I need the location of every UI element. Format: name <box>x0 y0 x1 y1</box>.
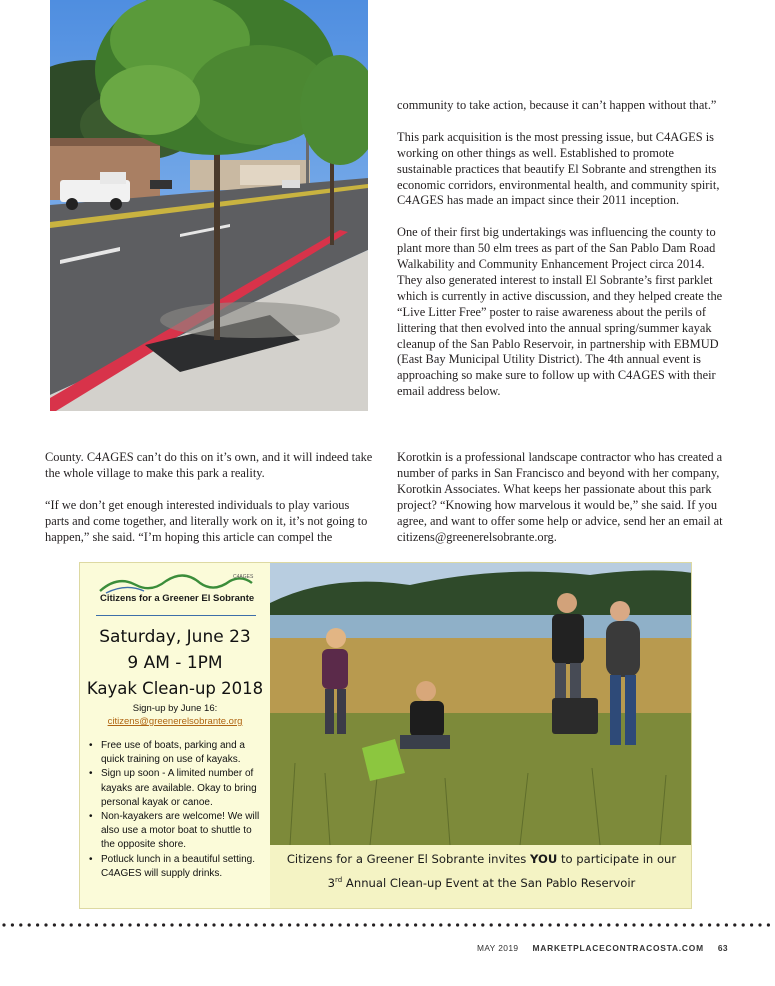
caption-ordinal-suffix: rd <box>335 876 343 884</box>
paragraph: This park acquisition is the most pressing issue, but C4AGES is working on other things as well. Established to promote sustainable practices that beautify El Sobrante and strengthen its economic corridors, environmental health, and community spirit, C4AGES has made an impact since their 2011 inception. <box>397 129 720 208</box>
list-item: • Non-kayakers are welcome! We will also use a motor boat to shuttle to the opposite shore. <box>88 810 268 853</box>
divider-dot <box>154 923 157 926</box>
divider-dot <box>263 923 266 926</box>
divider-dot <box>137 923 140 926</box>
divider-dot <box>179 923 182 926</box>
event-time: 9 AM - 1PM <box>127 653 223 673</box>
divider-dot <box>36 923 39 926</box>
signup-email-link[interactable]: citizens@greenerelsobrante.org <box>107 716 243 727</box>
divider-dot <box>674 923 677 926</box>
magazine-website: MARKETPLACECONTRACOSTA.COM <box>532 943 704 953</box>
caption-line-1 <box>270 849 692 870</box>
divider-dot <box>649 923 652 926</box>
divider-dot <box>557 923 560 926</box>
divider-dot <box>44 923 47 926</box>
paragraph: Korotkin is a professional landscape contractor who has created a number of parks in San Francisco and beyond with her company, Korotkin Associates. What keeps her passionate about this park project? “Knowing how marvelous it would be,” she said. If you agree, and want to offer some help or advice, send her an email at citizens@greenerelsobrante.org. <box>397 450 723 544</box>
divider-dot <box>313 923 316 926</box>
divider-dot <box>128 923 131 926</box>
divider-dot <box>439 923 442 926</box>
caption-text: Annual Clean-up Event at the San Pablo Reservoir <box>342 875 636 890</box>
paragraph: “If we don’t get enough interested individuals to play various parts and come together, and literally work on it, it’s not going to happen,” she said. “I’m hoping this article can compel the <box>45 497 368 544</box>
divider-dot <box>372 923 375 926</box>
paragraph: community to take action, because it can’t happen without that.” <box>397 98 717 112</box>
divider-dot <box>422 923 425 926</box>
caption-ordinal: 3 <box>327 875 336 890</box>
divider-dot <box>616 923 619 926</box>
divider-dot <box>103 923 106 926</box>
divider-dot <box>70 923 73 926</box>
divider-dot <box>473 923 476 926</box>
divider-dot <box>347 923 350 926</box>
divider-dot <box>414 923 417 926</box>
divider-dot <box>61 923 64 926</box>
divider-dot <box>305 923 308 926</box>
divider-dot <box>548 923 551 926</box>
divider-dot <box>683 923 686 926</box>
divider-dot <box>456 923 459 926</box>
list-item: • Potluck lunch in a beautiful setting. C4AGES will supply drinks. <box>88 853 268 881</box>
divider-dot <box>145 923 148 926</box>
logo-small-label: C4AGES <box>233 574 254 580</box>
divider-dot <box>750 923 753 926</box>
street-photo-image <box>50 0 368 411</box>
divider-dot <box>204 923 207 926</box>
page-number: 63 <box>717 943 728 953</box>
divider-dot <box>196 923 199 926</box>
divider-dot <box>162 923 165 926</box>
divider-dot <box>481 923 484 926</box>
divider-dot <box>271 923 274 926</box>
list-item: • Free use of boats, parking and a quick training on use of kayaks. <box>88 739 268 767</box>
divider-dot <box>700 923 703 926</box>
issue-date: MAY 2019 <box>476 943 519 953</box>
flyer-info-panel <box>80 563 270 909</box>
divider-dot <box>53 923 56 926</box>
divider-dot <box>599 923 602 926</box>
divider-dot <box>280 923 283 926</box>
logo-divider <box>96 615 256 616</box>
divider-dot <box>590 923 593 926</box>
divider-dot <box>112 923 115 926</box>
divider-dot <box>506 923 509 926</box>
divider-dot <box>212 923 215 926</box>
divider-dot <box>540 923 543 926</box>
volunteers-photo <box>270 563 692 845</box>
caption-text: Citizens for a Greener El Sobrante invites <box>286 852 530 866</box>
article-column-right-top <box>397 98 727 416</box>
logo-title: Citizens for a Greener El Sobrante <box>100 593 255 604</box>
divider-dot <box>448 923 451 926</box>
divider-dot <box>708 923 711 926</box>
divider-dot <box>565 923 568 926</box>
flyer-caption <box>270 849 692 894</box>
event-date: Saturday, June 23 <box>99 627 251 647</box>
divider-dot <box>355 923 358 926</box>
divider-dot <box>716 923 719 926</box>
divider-dot <box>28 923 31 926</box>
page-footer <box>477 943 728 953</box>
divider-dot <box>431 923 434 926</box>
event-details-list <box>88 739 268 881</box>
divider-dot <box>725 923 728 926</box>
divider-dot <box>574 923 577 926</box>
divider-dot <box>607 923 610 926</box>
divider-dot <box>364 923 367 926</box>
event-title: Kayak Clean-up 2018 <box>86 679 264 698</box>
divider-dot <box>78 923 81 926</box>
divider-dot <box>666 923 669 926</box>
divider-dot <box>238 923 241 926</box>
article-column-right-bottom <box>397 450 727 561</box>
paragraph: County. C4AGES can’t do this on it’s own, and it will indeed take the whole village to make this park a reality. <box>45 450 373 480</box>
divider-dot <box>490 923 493 926</box>
caption-line-2 <box>270 870 692 894</box>
divider-dot <box>380 923 383 926</box>
divider-dot <box>120 923 123 926</box>
list-item: • Sign up soon - A limited number of kayaks are available. Okay to bring personal kayak or canoe. <box>88 767 268 810</box>
caption-text: to participate in our <box>557 852 677 866</box>
divider-dot <box>632 923 635 926</box>
divider-dot <box>254 923 257 926</box>
article-column-left-bottom <box>45 450 375 561</box>
divider-dot <box>624 923 627 926</box>
divider-dot <box>246 923 249 926</box>
divider-dot <box>464 923 467 926</box>
divider-dot <box>296 923 299 926</box>
divider-dot <box>338 923 341 926</box>
divider-dot <box>95 923 98 926</box>
divider-dot <box>86 923 89 926</box>
paragraph: One of their first big undertakings was influencing the county to plant more than 50 elm trees as part of the San Pablo Dam Road Walkability and Community Enhancement Project circa 2014. They also generated interest to install El Sobrante’s first parklet which is currently in active discussion, and they helped create the “Live Litter Free” poster to raise awareness about the perils of littering that then evolved into the annual spring/summer kayak cleanup of the San Pablo Reservoir, in partnership with EBMUD (East Bay Municipal Utility District). The 4th annual event is approaching so make sure to follow up with C4AGES with their email address below. <box>397 225 723 399</box>
divider-dot <box>19 923 22 926</box>
divider-dot <box>330 923 333 926</box>
divider-dot <box>582 923 585 926</box>
divider-dot <box>170 923 173 926</box>
kayak-cleanup-flyer <box>79 562 692 909</box>
volunteers-photo-image <box>270 563 692 845</box>
divider-dot <box>658 923 661 926</box>
divider-dot <box>187 923 190 926</box>
divider-dot <box>229 923 232 926</box>
divider-dot <box>221 923 224 926</box>
divider-dot <box>288 923 291 926</box>
divider-dot <box>767 923 770 926</box>
divider-dot <box>397 923 400 926</box>
divider-dot <box>322 923 325 926</box>
divider-dot <box>641 923 644 926</box>
dotted-divider <box>0 922 775 928</box>
divider-dot <box>515 923 518 926</box>
signup-deadline: Sign-up by June 16: <box>132 703 218 714</box>
divider-dot <box>11 923 14 926</box>
divider-dot <box>498 923 501 926</box>
divider-dot <box>733 923 736 926</box>
caption-emphasis: YOU <box>530 852 558 866</box>
divider-dot <box>532 923 535 926</box>
divider-dot <box>406 923 409 926</box>
divider-dot <box>523 923 526 926</box>
divider-dot <box>389 923 392 926</box>
divider-dot <box>691 923 694 926</box>
divider-dot <box>2 923 5 926</box>
divider-dot <box>742 923 745 926</box>
divider-dot <box>758 923 761 926</box>
street-photo <box>50 0 368 411</box>
